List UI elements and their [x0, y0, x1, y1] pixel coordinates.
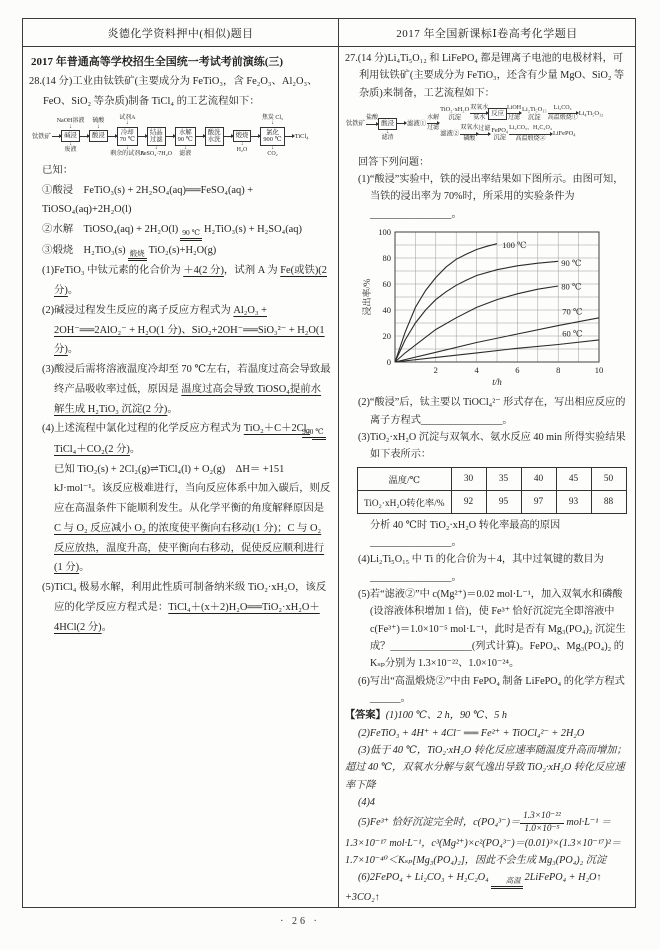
flow-arrow-item [224, 128, 233, 145]
flow-step [378, 118, 397, 142]
x-tick-label: 4 [474, 365, 479, 376]
page-number: · 26 · [280, 916, 320, 927]
flow-arrow-item [509, 125, 552, 142]
flow-step [89, 118, 108, 142]
exam-sheet [22, 18, 636, 908]
flow-step [56, 118, 85, 154]
x-axis-label: t/h [492, 377, 502, 388]
table-cell: 35 [486, 467, 521, 490]
x-tick-label: 8 [556, 365, 561, 376]
flow-step [488, 108, 507, 120]
flow-step-box: 氯化 900 ℃ [260, 127, 284, 146]
table-cell: 95 [486, 490, 521, 513]
over-equals-condition: 900 ℃ [312, 428, 326, 440]
table-row [358, 490, 627, 513]
paragraph: 已知 TiO₂(s) + 2Cl₂(g)⇌TiCl₄(l) + O₂(g) ΔH＝ +151 kJ·mol⁻¹。该反应极难进行，当向反应体系中加入碳后，则反应在高温条件下能顺利发生。从化学平衡的角度解释原因是 C 与 O₂ 反应减小 O₂ 的浓度使平衡向右移动(1 分)；C 与 O₂ 反应放热，温度升高，使平衡向右移动，促使反应顺利进行(1 分)。 [54, 463, 331, 574]
flow-arrow-item [138, 128, 147, 145]
flow-arrow-item [478, 126, 490, 143]
flow-arrow: 双氧水 磷酸 [460, 125, 479, 142]
flow-input-label: 硫酸 ↓ [92, 118, 105, 130]
paragraph: (1)FeTiO₃ 中钛元素的化合价为 ＋4(2 分)，试剂 A 为 Fe(或铁)(2 分)。 [42, 265, 327, 296]
leach-rate-chart-svg [361, 225, 607, 387]
flow-arrow [224, 128, 233, 145]
flow-arrow: Li₂CO₃、H₂C₂O₄ 高温煅烧② [509, 125, 552, 142]
flow-arrow-item [196, 128, 205, 145]
y-tick-label: 0 [386, 357, 391, 368]
content-columns [23, 47, 635, 907]
paragraph: 回答下列问题： [358, 156, 430, 168]
flow-arrow [138, 128, 147, 145]
series-label: 90 ℃ [561, 258, 582, 269]
paragraph: (6)写出“高温煅烧②”中由 FePO₄ 制备 LiFePO₄ 的化学方程式______。 [358, 675, 625, 704]
leach-rate-chart [361, 225, 628, 392]
paragraph: 28.(14 分)工业由钛铁矿(主要成分为 FeTiO₃，含 Fe₂O₃、Al₂O₃、FeO、SiO₂ 等杂质)制备 TiCl₄ 的工艺流程如下： [29, 76, 318, 107]
flow-arrow [80, 128, 89, 145]
flow-arrow [285, 128, 294, 145]
flow-node [294, 133, 310, 140]
flow-step-box: 煅烧 [233, 130, 252, 142]
flow-split [439, 105, 604, 143]
flow-branch-group [439, 105, 604, 143]
flow-arrow: 过滤 [478, 126, 490, 143]
paragraph: (4)Li₂Ti₅O₁₅ 中 Ti 的化合价为＋4，其中过氧键的数目为________________。 [358, 554, 604, 583]
flow-arrow-item [548, 105, 578, 122]
flow-arrow-item [251, 128, 260, 145]
table-cell: 50 [591, 467, 626, 490]
flow-text-node: LiFePO₄ [552, 130, 576, 138]
table-cell: TiO₂·xH₂O转化率/% [358, 490, 452, 513]
flow-text-node: Li₄Ti₅O₁₂ [578, 110, 604, 118]
table-cell: 93 [556, 490, 591, 513]
flow-step [140, 127, 173, 158]
paragraph: 【答案】(1)100 ℃、2 h，90 ℃、5 h [345, 710, 508, 722]
series-label: 80 ℃ [561, 281, 582, 292]
flow-arrow-item [507, 105, 521, 122]
paragraph: (2)碱浸过程发生反应的离子反应方程式为 Al₂O₃ + 2OH⁻══2AlO₂⁻ + H₂O(1 分)、SiO₂+2OH⁻══SiO₃²⁻ + H₂O(1 分)。 [42, 304, 325, 356]
flow-output-label: ↓ 滤渣 [381, 128, 394, 142]
flow-text-node: TiCl₄ [294, 132, 309, 140]
flow-step [110, 114, 145, 158]
header-right-title: 2017 年全国新课标Ⅰ卷高考化学题目 [396, 27, 578, 40]
flow-arrow: Li₂CO₃ 高温煅烧① [547, 105, 578, 122]
y-tick-label: 40 [382, 305, 391, 316]
data-table [357, 467, 627, 514]
flow-arrow: 双氧水 氨水 [470, 105, 489, 122]
paper-title: 2017 年普通高等学校招生全国统一考试考前演练(三) [31, 56, 284, 68]
q27-process-flow-diagram [345, 102, 628, 154]
flow-step [175, 127, 196, 158]
q27-section-a [345, 154, 628, 223]
paragraph: (1)“酸浸”实验中，铁的浸出率结果如下图所示。由图可知，当铁的浸出率为 70%时，所采用的实验条件为________________。 [358, 174, 624, 220]
flow-arrow: 盐酸 [366, 115, 378, 132]
table-cell: 92 [451, 490, 486, 513]
table-cell: 温度/℃ [358, 467, 452, 490]
flow-main-row [31, 114, 331, 158]
series-line-100 ℃ [395, 244, 497, 362]
flow-node [490, 127, 509, 142]
flow-step-box: 酸浸 [89, 130, 108, 142]
flow-input-label: 试剂A ↓ [119, 114, 136, 127]
flow-step-box: 结晶 过滤 [147, 127, 166, 146]
flow-arrow-item [470, 105, 488, 122]
q27-section-c-and-answers [345, 517, 628, 907]
header-row [23, 19, 635, 47]
flow-branch [439, 105, 604, 122]
flow-output-label: ↓ H₂O [236, 141, 248, 154]
flow-arrow-item [166, 128, 175, 145]
flow-arrow-item [427, 115, 439, 132]
flow-arrow [251, 128, 260, 145]
table-row [358, 467, 627, 490]
flow-arrow [397, 115, 406, 132]
y-tick-label: 60 [382, 279, 391, 290]
flow-text-node: 滤液① [406, 120, 427, 128]
q27-intro [345, 50, 628, 102]
fraction: $\frac{\text{1.3×10⁻²²}}{\text{1.0×10⁻⁵}}$ [520, 811, 564, 834]
flow-main-row [345, 105, 628, 143]
table-cell: 45 [556, 467, 591, 490]
q28-body [29, 161, 331, 638]
paragraph: (5)TiCl₄ 极易水解，利用此性质可制备纳米级 TiO₂·xH₂O，该反应的化学反应方程式是：TiCl₄＋(x＋2)H₂O══TiO₂·xH₂O＋4HCl(2 分)。 [42, 582, 327, 633]
flow-output-label: ↓ CO₂ [267, 144, 278, 158]
y-tick-label: 80 [382, 253, 391, 264]
flow-arrow-item [80, 128, 89, 145]
flow-text-node: 钛铁矿 [346, 120, 366, 128]
paragraph: 27.(14 分)Li₄Ti₅O₁₂ 和 LiFePO₄ 都是锂离子电池的电极材料，可利用钛铁矿(主要成分为 FeTiO₃，还含有少量 MgO、SiO₂ 等杂质)来制备，工艺流程如下： [345, 53, 625, 99]
paragraph: (4)上述流程中氯化过程的化学反应方程式为 TiO₂＋C＋2Cl₂ 900 ℃ TiCl₄＋CO₂(2 分)。 [42, 423, 324, 455]
flow-arrow-item [108, 128, 117, 145]
x-tick-label: 2 [433, 365, 438, 376]
flow-text-node: 钛铁矿 [32, 132, 52, 140]
flow-node [31, 133, 52, 140]
flow-node [578, 110, 605, 117]
x-tick-label: 10 [594, 365, 604, 376]
flow-node [439, 106, 470, 121]
right-column-question-27 [339, 47, 635, 907]
flow-step-box: 酸洗 水洗 [205, 127, 224, 146]
paragraph: ①酸浸 FeTiO₃(s) + 2H₂SO₄(aq)══FeSO₄(aq) + TiOSO₄(aq)+2H₂O(l) [42, 184, 254, 216]
y-tick-label: 20 [382, 331, 391, 342]
flow-output-label: ↓ 滤液 [179, 144, 192, 158]
flow-step-box: 碱浸 [61, 130, 80, 142]
flow-step [233, 130, 252, 154]
paragraph: (6)2FePO₄ + Li₂CO₃ + H₂C₂O₄ 高温 2LiFePO₄ + H₂O↑ +3CO₂↑ [345, 872, 602, 903]
q28-intro [29, 72, 331, 112]
paragraph: 已知： [42, 164, 74, 176]
paragraph: (2)FeTiO₃ + 4H⁺ + 4Cl⁻ ══ Fe²⁺ + TiOCl₄²⁻ + 2H₂O [358, 727, 585, 739]
flow-step-box: 冷却 70 ℃ [117, 127, 138, 146]
flow-arrow: 水解 过滤 [427, 115, 440, 132]
flow-output-label: ↓ FeSO₄·7H₂O [140, 144, 173, 158]
flow-arrow: LiOH 过滤 [507, 105, 522, 122]
flow-input-label: 焦炭 Cl₂ ↓ [261, 114, 284, 127]
flow-text-node: Li₂Ti₅O₁₅ 沉淀 [522, 106, 547, 121]
flow-node [439, 130, 460, 137]
flow-text-node: TiO₂·xH₂O 沉淀 [440, 106, 470, 121]
flow-node [406, 120, 427, 127]
flow-arrow [166, 128, 175, 145]
flow-node [552, 130, 576, 137]
flow-step [205, 127, 224, 146]
series-label: 70 ℃ [562, 306, 583, 317]
flow-arrow-item [285, 128, 294, 145]
paragraph: (2)“酸浸”后，钛主要以 TiOCl₄²⁻ 形式存在，写出相应反应的离子方程式________________。 [358, 397, 626, 426]
conversion-rate-table [357, 467, 628, 514]
series-label: 60 ℃ [562, 328, 583, 339]
flow-node [345, 120, 366, 127]
flow-node [521, 106, 548, 121]
flow-arrow [196, 128, 205, 145]
paragraph: (3)酸浸后需将溶液温度冷却至 70 ℃左右，若温度过高会导致最终产品吸收率过低，原因是 温度过高会导致 TiOSO₄提前水解生成 H₂TiO₃ 沉淀(2 分)。 [42, 364, 331, 415]
flow-text-node: 滤液② [440, 130, 460, 138]
table-cell: 97 [521, 490, 556, 513]
over-equals-condition: 高温 [491, 877, 523, 889]
paragraph: (5)Fe³⁺ 恰好沉淀完全时，c(PO₄³⁻)＝ $\frac{\text{1.3×10⁻²²}}{\text{1.0×10⁻⁵}}$ mol·L⁻¹ ＝ 1.3×10⁻¹⁷ mol·L⁻¹，c³(Mg²⁺)×c²(PO₄³⁻)＝(0.01)³×(1.3×10⁻¹⁷)²＝1.7×10⁻⁴⁰＜Kₛₚ[Mg₃(PO₄)₂]，因此不会生成 Mg₃(PO₄)₂ 沉淀 [345, 811, 622, 867]
flow-text-node: FePO₄ 沉淀 [491, 126, 509, 142]
flow-step-box: 反应 [488, 108, 507, 120]
flow-arrow-item [460, 125, 478, 142]
paragraph: ③煅烧 H₂TiO₃(s) 煅烧 TiO₂(s)+H₂O(g) [29, 241, 331, 262]
q28-process-flow-diagram [29, 112, 331, 161]
flow-step [260, 114, 284, 158]
y-tick-label: 100 [378, 227, 391, 238]
paragraph: (5)若“滤液②”中 c(Mg²⁺)＝0.02 mol·L⁻¹，加入双氧水和磷酸(设溶液体积增加 1 倍)，使 Fe³⁺ 恰好沉淀完全即溶液中 c(Fe³⁺)＝1.0×10⁻⁵ mol·L⁻¹，此时是否有 Mg₃(PO₄)₂ 沉淀生成？________________(列式计算)。FePO₄、Mg₃(PO₄)₂ 的 Kₛₚ分别为 1.3×10⁻²²、1.0×10⁻²⁴。 [358, 588, 626, 670]
paragraph: 分析 40 ℃时 TiO₂·xH₂O 转化率最高的原因________________。 [370, 519, 561, 548]
table-cell: 30 [451, 467, 486, 490]
paragraph: (3)低于 40 ℃，TiO₂·xH₂O 转化反应速率随温度升高而增加；超过 40 ℃，双氧水分解与氨气逸出导致 TiO₂·xH₂O 转化反应速率下降 [345, 745, 627, 791]
flow-arrow [108, 128, 117, 145]
flow-input-label: NaOH溶液 ↓ [56, 118, 85, 130]
y-axis-label: 浸出率/% [362, 278, 372, 316]
over-equals-condition: 煅烧 [128, 250, 147, 262]
table-cell: 40 [521, 467, 556, 490]
paragraph: (3)TiO₂·xH₂O 沉淀与双氧水、氨水反应 40 min 所得实验结果如下表所示： [358, 431, 626, 461]
table-cell: 88 [591, 490, 626, 513]
header-left-title: 炎德化学资料押中(相似)题目 [23, 19, 339, 46]
flow-arrow-item [397, 115, 406, 132]
over-equals-condition: 90 ℃ [180, 229, 202, 241]
flow-output-label: ↓ 剩余的试剂A [110, 144, 145, 158]
flow-arrow-item [366, 115, 378, 132]
q27-section-b [345, 394, 628, 463]
flow-step-box: 水解 90 ℃ [175, 127, 196, 146]
flow-branch [439, 125, 604, 142]
flow-output-label: ↓ 废液 [64, 141, 77, 154]
left-column-question-28 [23, 47, 339, 907]
flow-step-box: 酸浸 [378, 118, 397, 130]
x-tick-label: 6 [515, 365, 520, 376]
paragraph: ②水解 TiOSO₄(aq) + 2H₂O(l) 90 ℃ H₂TiO₃(s) + H₂SO₄(aq) [29, 220, 331, 241]
series-label: 100 ℃ [502, 240, 527, 251]
paragraph: (4)4 [358, 797, 375, 809]
